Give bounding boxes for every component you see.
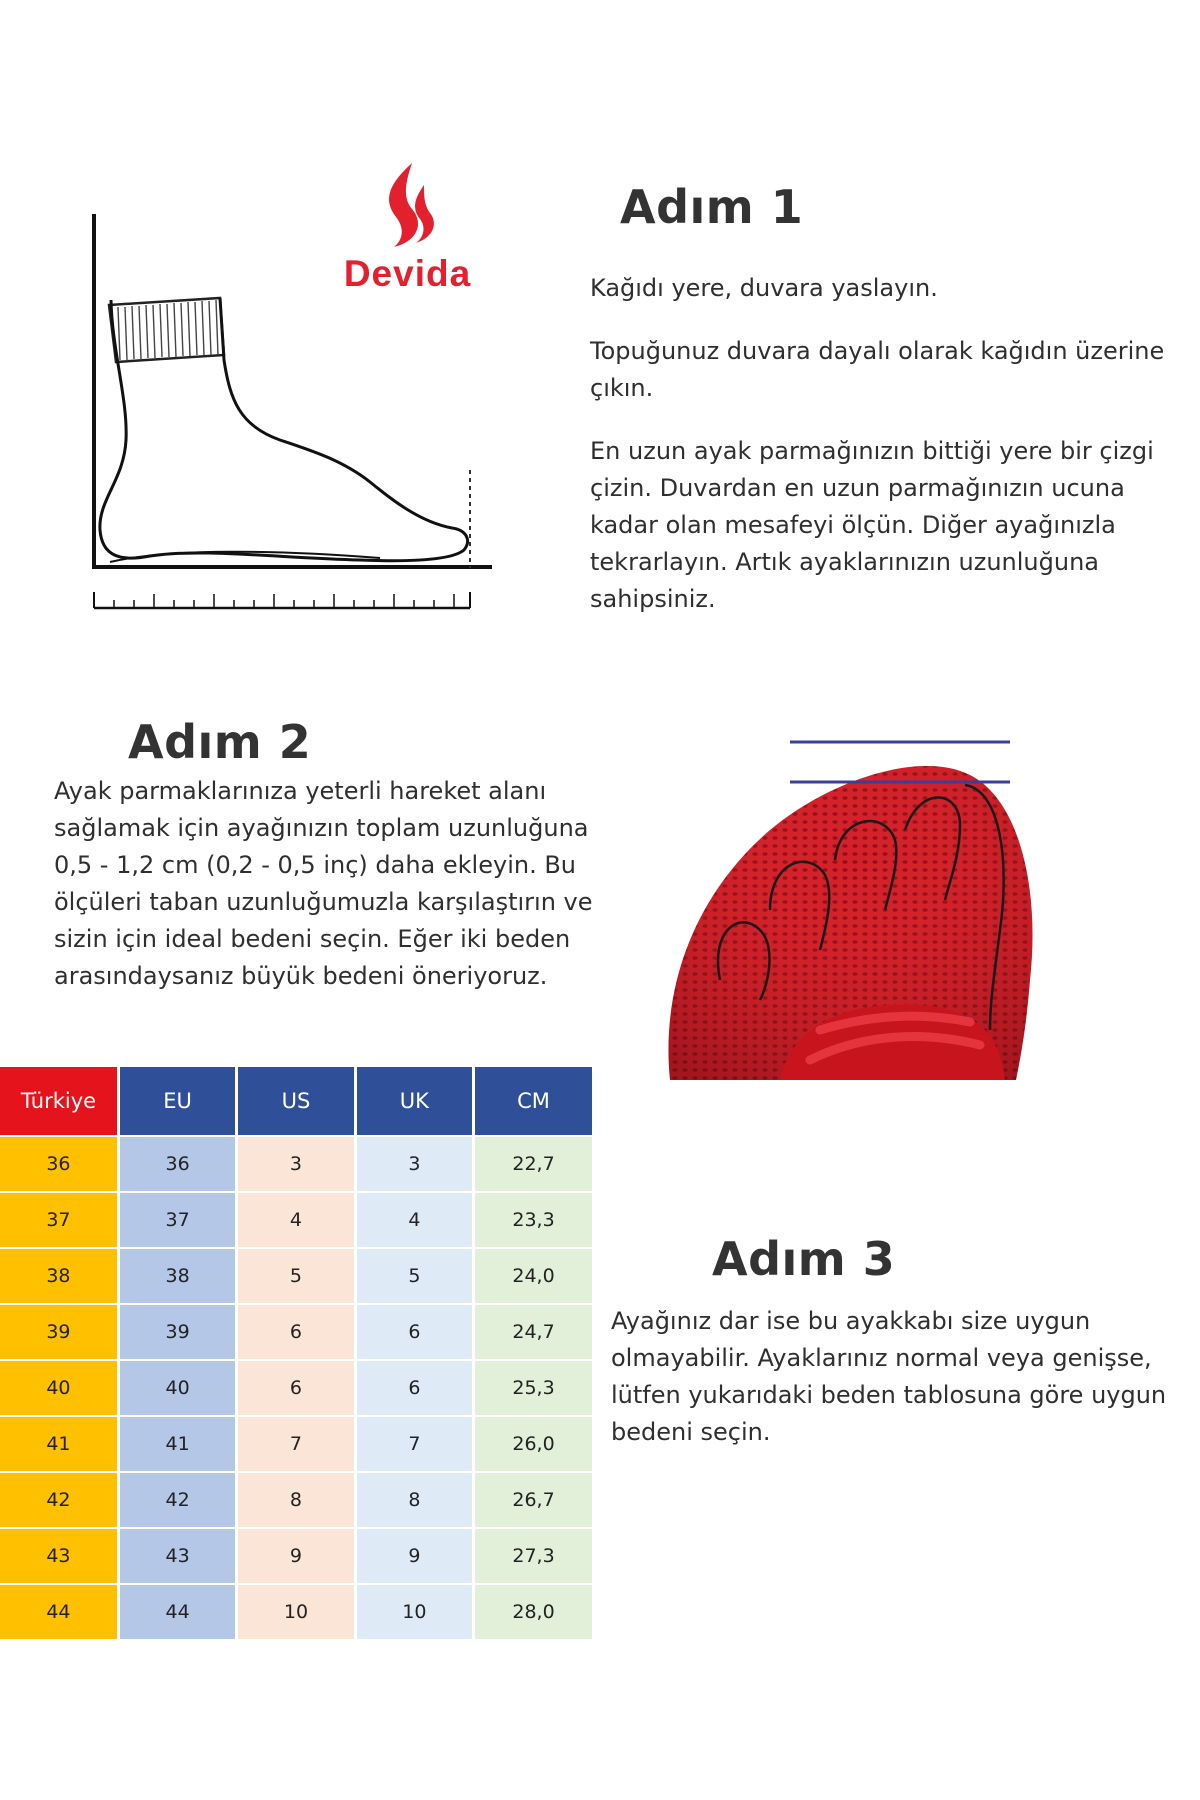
- header-us: US: [237, 1067, 355, 1136]
- table-cell: 37: [118, 1192, 236, 1248]
- table-cell: 41: [118, 1416, 236, 1472]
- step2-text: Ayak parmaklarınıza yeterli hareket alanı sağlamak için ayağınızın toplam uzunluğuna 0,5 - 1,2 cm (0,2 - 0,5 inç) daha ekleyin. Bu ölçüleri taban uzunluğumuzla karşılaştırın ve sizin için ideal bedeni seçin. Eğer iki beden arasındaysanız büyük bedeni öneriyoruz.: [54, 777, 593, 990]
- table-cell: 6: [355, 1304, 473, 1360]
- table-cell: 5: [237, 1248, 355, 1304]
- step3-title: Adım 3: [712, 1232, 896, 1286]
- table-cell: 8: [355, 1472, 473, 1528]
- table-cell: 24,7: [474, 1304, 592, 1360]
- table-row: [0, 1192, 592, 1248]
- table-cell: 40: [118, 1360, 236, 1416]
- table-cell: 39: [118, 1304, 236, 1360]
- table-row: [0, 1304, 592, 1360]
- sneaker-icon: [660, 730, 1050, 1080]
- table-cell: 36: [0, 1136, 118, 1192]
- table-cell: 41: [0, 1416, 118, 1472]
- shoe-toe-photo: [660, 730, 1050, 1080]
- table-cell: 40: [0, 1360, 118, 1416]
- table-row: [0, 1416, 592, 1472]
- step1-paragraph: En uzun ayak parmağınızın bittiği yere bir çizgi çizin. Duvardan en uzun parmağınızın ucuna kadar olan mesafeyi ölçün. Diğer ayağınızla tekrarlayın. Artık ayaklarınızın uzunluğuna sahipsiniz.: [590, 437, 1154, 613]
- foot-measurement-diagram: [80, 200, 500, 620]
- table-cell: 26,0: [474, 1416, 592, 1472]
- table-cell: 7: [237, 1416, 355, 1472]
- table-cell: 44: [0, 1584, 118, 1640]
- table-cell: 9: [355, 1528, 473, 1584]
- size-table-body: [0, 1136, 592, 1640]
- table-cell: 3: [237, 1136, 355, 1192]
- table-row: [0, 1360, 592, 1416]
- table-row: [0, 1136, 592, 1192]
- foot-diagram-icon: [80, 200, 500, 620]
- table-cell: 10: [237, 1584, 355, 1640]
- table-cell: 26,7: [474, 1472, 592, 1528]
- table-cell: 23,3: [474, 1192, 592, 1248]
- size-table: [0, 1067, 592, 1641]
- table-cell: 37: [0, 1192, 118, 1248]
- table-cell: 42: [118, 1472, 236, 1528]
- table-cell: 3: [355, 1136, 473, 1192]
- table-header-row: [0, 1067, 592, 1136]
- table-row: [0, 1472, 592, 1528]
- table-cell: 6: [237, 1304, 355, 1360]
- table-cell: 9: [237, 1528, 355, 1584]
- table-row: [0, 1584, 592, 1640]
- table-cell: 7: [355, 1416, 473, 1472]
- table-cell: 10: [355, 1584, 473, 1640]
- header-uk: UK: [355, 1067, 473, 1136]
- table-cell: 43: [118, 1528, 236, 1584]
- table-cell: 28,0: [474, 1584, 592, 1640]
- step1-paragraph: Topuğunuz duvara dayalı olarak kağıdın üzerine çıkın.: [590, 337, 1165, 402]
- header-eu: EU: [118, 1067, 236, 1136]
- table-cell: 42: [0, 1472, 118, 1528]
- step2-title: Adım 2: [128, 715, 312, 769]
- table-cell: 38: [0, 1248, 118, 1304]
- table-row: [0, 1528, 592, 1584]
- header-turkiye: Türkiye: [0, 1067, 118, 1136]
- table-cell: 22,7: [474, 1136, 592, 1192]
- table-cell: 43: [0, 1528, 118, 1584]
- table-cell: 5: [355, 1248, 473, 1304]
- step3-text: Ayağınız dar ise bu ayakkabı size uygun olmayabilir. Ayaklarınız normal veya genişse, lütfen yukarıdaki beden tablosuna göre uygun bedeni seçin.: [611, 1307, 1167, 1446]
- table-cell: 6: [237, 1360, 355, 1416]
- brand-name: Devida: [343, 253, 472, 294]
- table-cell: 27,3: [474, 1528, 592, 1584]
- table-cell: 4: [355, 1192, 473, 1248]
- table-cell: 44: [118, 1584, 236, 1640]
- step1-text: [590, 270, 1165, 644]
- step1-title: Adım 1: [620, 180, 804, 234]
- table-cell: 24,0: [474, 1248, 592, 1304]
- table-cell: 6: [355, 1360, 473, 1416]
- table-cell: 36: [118, 1136, 236, 1192]
- table-row: [0, 1248, 592, 1304]
- table-cell: 38: [118, 1248, 236, 1304]
- table-cell: 4: [237, 1192, 355, 1248]
- table-cell: 25,3: [474, 1360, 592, 1416]
- step1-paragraph: Kağıdı yere, duvara yaslayın.: [590, 274, 938, 302]
- table-cell: 8: [237, 1472, 355, 1528]
- table-cell: 39: [0, 1304, 118, 1360]
- header-cm: CM: [474, 1067, 592, 1136]
